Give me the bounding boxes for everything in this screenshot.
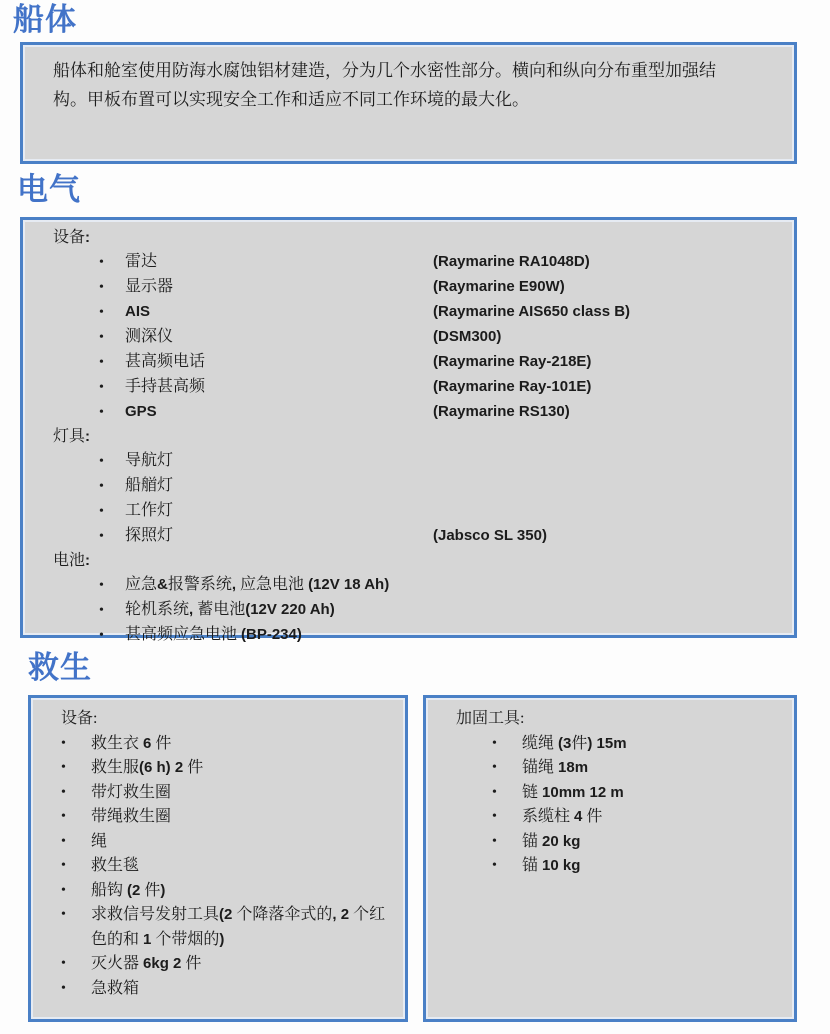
equipment-item-name: 甚高频应急电池 (BP-234)	[125, 626, 302, 643]
mooring-tools-box	[423, 695, 797, 1022]
list-item	[492, 781, 782, 806]
equipment-item-name: 船艏灯	[125, 477, 174, 494]
equipment-item-row	[99, 350, 784, 375]
bullet-icon	[99, 449, 125, 474]
list-item-text: 带绳救生圈	[91, 808, 172, 825]
equipment-item-row	[99, 474, 784, 499]
bullet-icon	[99, 300, 125, 325]
equipment-item-name: 手持甚高频	[125, 378, 206, 395]
lifesaving-equipment-box	[28, 695, 408, 1022]
bullet-icon	[492, 805, 497, 830]
equipment-group	[53, 549, 784, 648]
bullet-icon	[61, 977, 66, 1002]
equipment-item-model: (Raymarine RA1048D)	[433, 253, 590, 270]
bullet-icon	[492, 830, 497, 855]
bullet-icon	[99, 474, 125, 499]
bullet-icon	[99, 350, 125, 375]
equipment-item-name: 工作灯	[125, 502, 174, 519]
electrical-section-title: 电气	[17, 172, 81, 207]
bullet-icon	[99, 325, 125, 350]
bullet-icon	[61, 756, 66, 781]
equipment-item-model: (Raymarine Ray-101E)	[433, 378, 592, 395]
bullet-icon	[61, 805, 66, 830]
list-item	[61, 977, 393, 1002]
hull-box	[20, 42, 797, 164]
equipment-item-model: (DSM300)	[433, 328, 502, 345]
bullet-icon	[99, 250, 125, 275]
electrical-box	[20, 217, 797, 643]
bullet-icon	[99, 573, 125, 598]
list-item-text: 带灯救生圈	[91, 783, 172, 801]
mooring-tools-label: 加固工具:	[456, 710, 525, 727]
equipment-group-label: 灯具:	[53, 428, 91, 445]
equipment-item-row	[99, 573, 784, 598]
list-item	[61, 830, 393, 855]
bullet-icon	[99, 275, 125, 300]
bullet-icon	[99, 375, 125, 400]
bullet-icon	[61, 732, 66, 757]
list-item-text: 缆绳 (3件) 15m	[522, 734, 627, 752]
list-item	[61, 854, 393, 879]
equipment-item-row	[99, 400, 784, 425]
bullet-icon	[492, 781, 497, 806]
equipment-item-name: 测深仪	[125, 328, 174, 345]
equipment-group-label: 设备:	[53, 229, 91, 246]
electrical-equipment-list	[23, 220, 794, 648]
hull-section-title: 船体	[13, 2, 77, 37]
equipment-item-name: 探照灯	[125, 527, 174, 544]
list-item	[492, 854, 782, 879]
list-item-text: 链 10mm 12 m	[522, 783, 624, 801]
bullet-icon	[99, 623, 125, 648]
bullet-icon	[99, 598, 125, 623]
list-item	[61, 879, 393, 904]
bullet-icon	[61, 903, 66, 928]
bullet-icon	[61, 854, 66, 879]
list-item-text: 锚 10 kg	[522, 857, 581, 874]
equipment-item-row	[99, 275, 784, 300]
equipment-item-name: 应急&报警系统, 应急电池 (12V 18 Ah)	[125, 576, 390, 593]
list-item	[492, 756, 782, 781]
equipment-item-row	[99, 449, 784, 474]
list-item	[61, 952, 393, 977]
equipment-item-name: 甚高频电话	[125, 353, 206, 370]
list-item-text: 绳	[91, 832, 108, 850]
mooring-tools-list	[492, 732, 782, 879]
equipment-item-name: 雷达	[125, 253, 158, 270]
bullet-icon	[99, 499, 125, 524]
equipment-group-label: 电池:	[53, 552, 91, 569]
equipment-item-row	[99, 250, 784, 275]
list-item-text: 求救信号发射工具(2 个降落伞式的, 2 个红色的和 1 个带烟的)	[91, 906, 386, 948]
equipment-item-row	[99, 623, 784, 648]
equipment-item-name: AIS	[125, 303, 151, 320]
bullet-icon	[61, 830, 66, 855]
list-item-text: 急救箱	[91, 979, 140, 997]
list-item	[61, 756, 393, 781]
bullet-icon	[61, 879, 66, 904]
lifesaving-section-title: 救生	[28, 650, 92, 685]
bullet-icon	[99, 524, 125, 549]
list-item-text: 灭火器 6kg 2 件	[91, 955, 202, 972]
list-item-text: 救生毯	[91, 857, 140, 874]
list-item-text: 船钩 (2 件)	[91, 881, 166, 899]
list-item	[61, 903, 393, 952]
bullet-icon	[61, 781, 66, 806]
list-item-text: 救生衣 6 件	[91, 734, 172, 752]
equipment-item-model: (Raymarine E90W)	[433, 278, 565, 295]
list-item-text: 救生服(6 h) 2 件	[91, 759, 204, 776]
bullet-icon	[492, 756, 497, 781]
list-item-text: 锚绳 18m	[522, 759, 589, 776]
bullet-icon	[99, 400, 125, 425]
lifesaving-equipment-list	[61, 732, 393, 1002]
list-item	[492, 830, 782, 855]
list-item	[492, 732, 782, 757]
list-item	[61, 732, 393, 757]
bullet-icon	[492, 854, 497, 879]
equipment-item-row	[99, 598, 784, 623]
lifesaving-equipment-label: 设备:	[61, 710, 98, 727]
bullet-icon	[492, 732, 497, 757]
list-item	[61, 781, 393, 806]
equipment-group	[53, 226, 784, 425]
equipment-item-name: 显示器	[125, 278, 174, 295]
equipment-item-model: (Jabsco SL 350)	[433, 527, 547, 544]
list-item-text: 锚 20 kg	[522, 832, 581, 850]
equipment-item-model: (Raymarine RS130)	[433, 403, 570, 420]
equipment-item-row	[99, 325, 784, 350]
equipment-item-name: 轮机系统, 蓄电池(12V 220 Ah)	[125, 601, 335, 618]
equipment-item-row	[99, 300, 784, 325]
equipment-item-model: (Raymarine AIS650 class B)	[433, 303, 631, 320]
equipment-item-name: GPS	[125, 403, 157, 420]
list-item-text: 系缆柱 4 件	[522, 808, 603, 825]
bullet-icon	[61, 952, 66, 977]
equipment-item-row	[99, 375, 784, 400]
equipment-item-name: 导航灯	[125, 452, 174, 469]
list-item	[61, 805, 393, 830]
hull-description-text: 船体和舱室使用防海水腐蚀铝材建造，分为几个水密性部分。横向和纵向分布重型加强结构。甲板布置可以实现安全工作和适应不同工作环境的最大化。	[53, 61, 716, 109]
equipment-group	[53, 425, 784, 549]
equipment-item-model: (Raymarine Ray-218E)	[433, 353, 592, 370]
equipment-item-row	[99, 499, 784, 524]
equipment-item-row	[99, 524, 784, 549]
list-item	[492, 805, 782, 830]
